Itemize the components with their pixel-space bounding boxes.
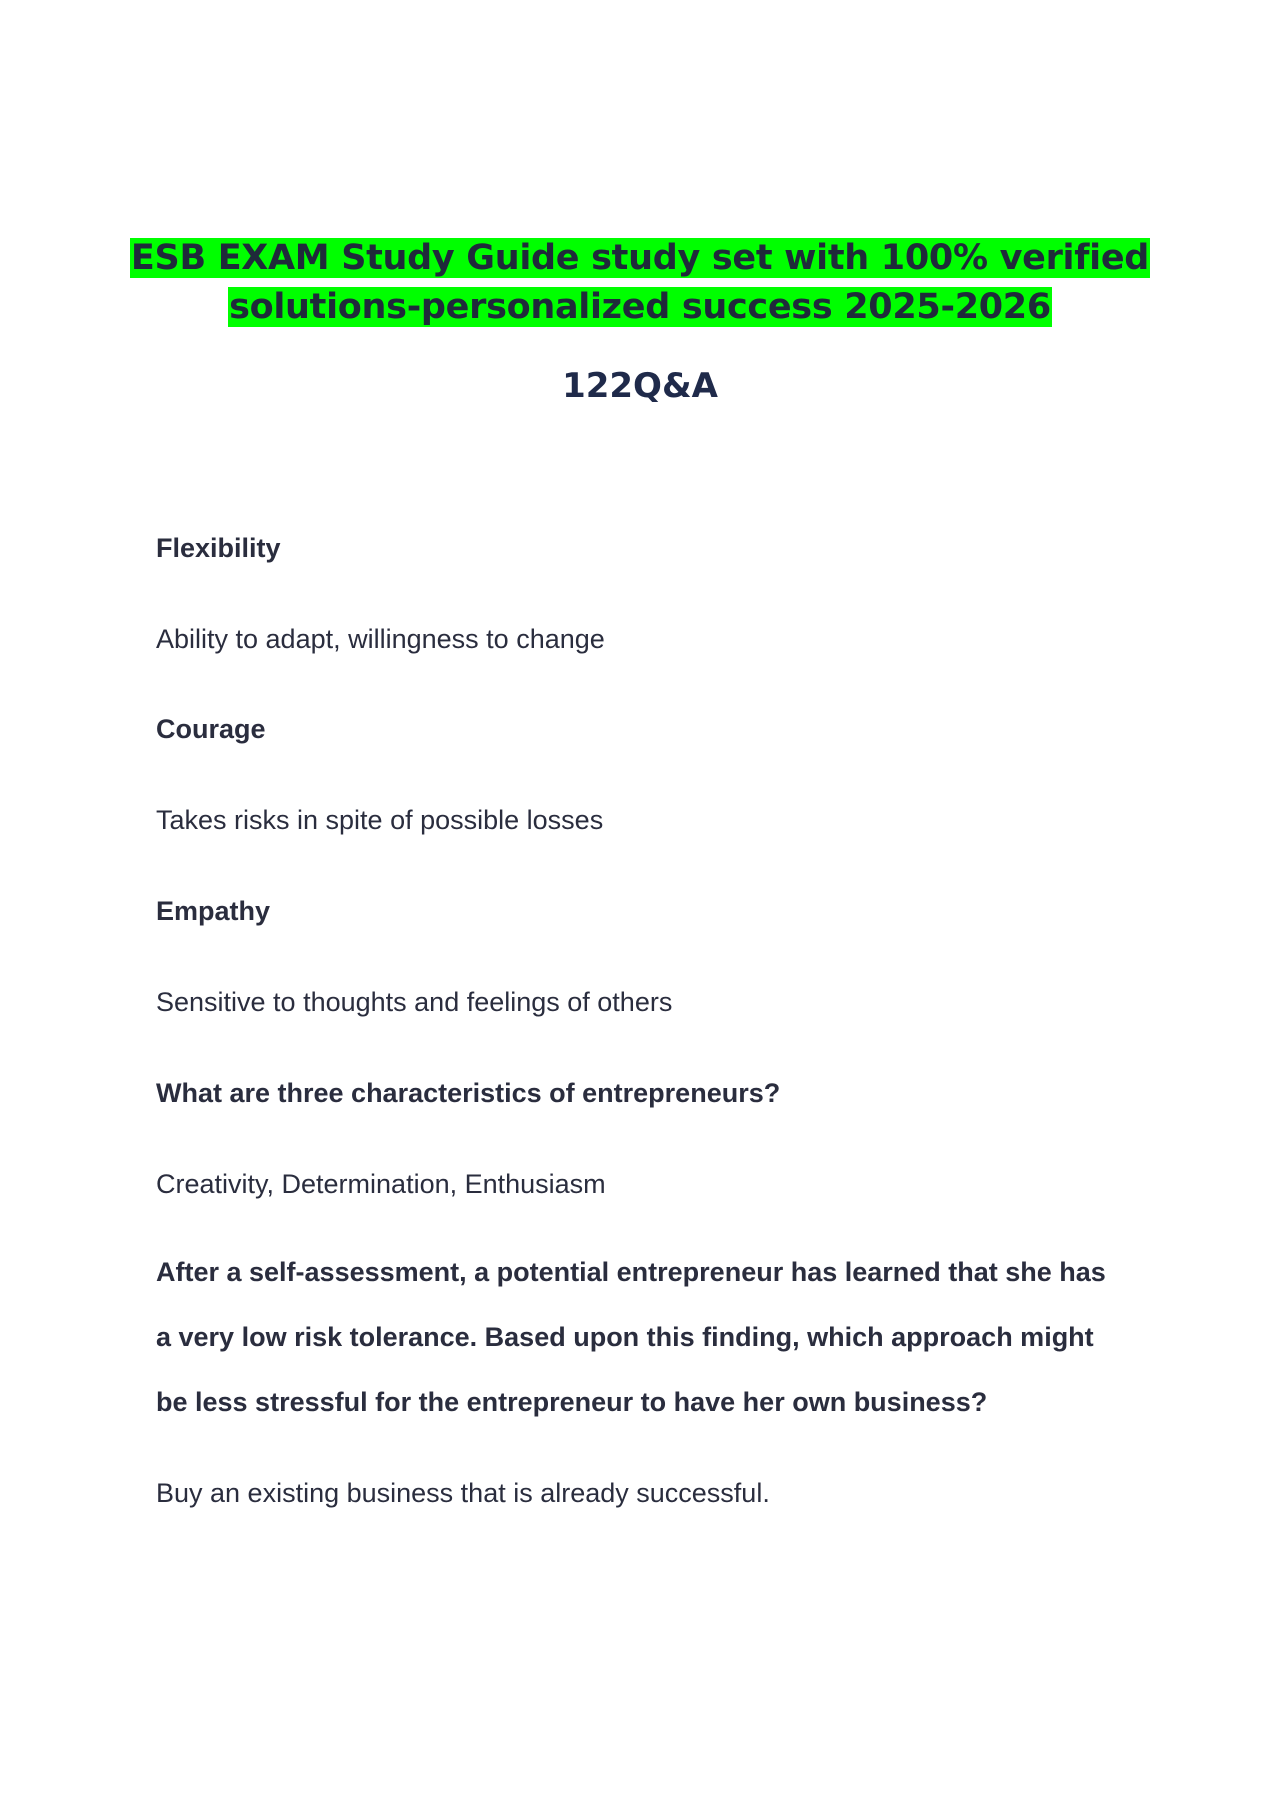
title-block	[100, 234, 1180, 332]
question-text: After a self-assessment, a potential entrepreneur has learned that she has a very low risk tolerance. Based upon this finding, which approach might be less stressful for the entrepreneur to have her own business?	[156, 1257, 1106, 1417]
answer-text: Takes risks in spite of possible losses	[156, 805, 604, 835]
document-title	[100, 234, 1180, 332]
answer-text: Creativity, Determination, Enthusiasm	[156, 1169, 606, 1199]
document-title-highlight: ESB EXAM Study Guide study set with 100% verified solutions-personalized success 2025-2026	[130, 238, 1150, 327]
question-text: Courage	[156, 714, 266, 744]
answer-text: Sensitive to thoughts and feelings of others	[156, 987, 673, 1017]
question-text: Empathy	[156, 896, 271, 926]
document-subtitle: 122Q&A	[562, 366, 718, 406]
question-text: Flexibility	[156, 533, 281, 563]
answer-text: Ability to adapt, willingness to change	[156, 624, 605, 654]
answer-text: Buy an existing business that is already successful.	[156, 1478, 770, 1508]
question-text: What are three characteristics of entrepreneurs?	[156, 1078, 781, 1108]
